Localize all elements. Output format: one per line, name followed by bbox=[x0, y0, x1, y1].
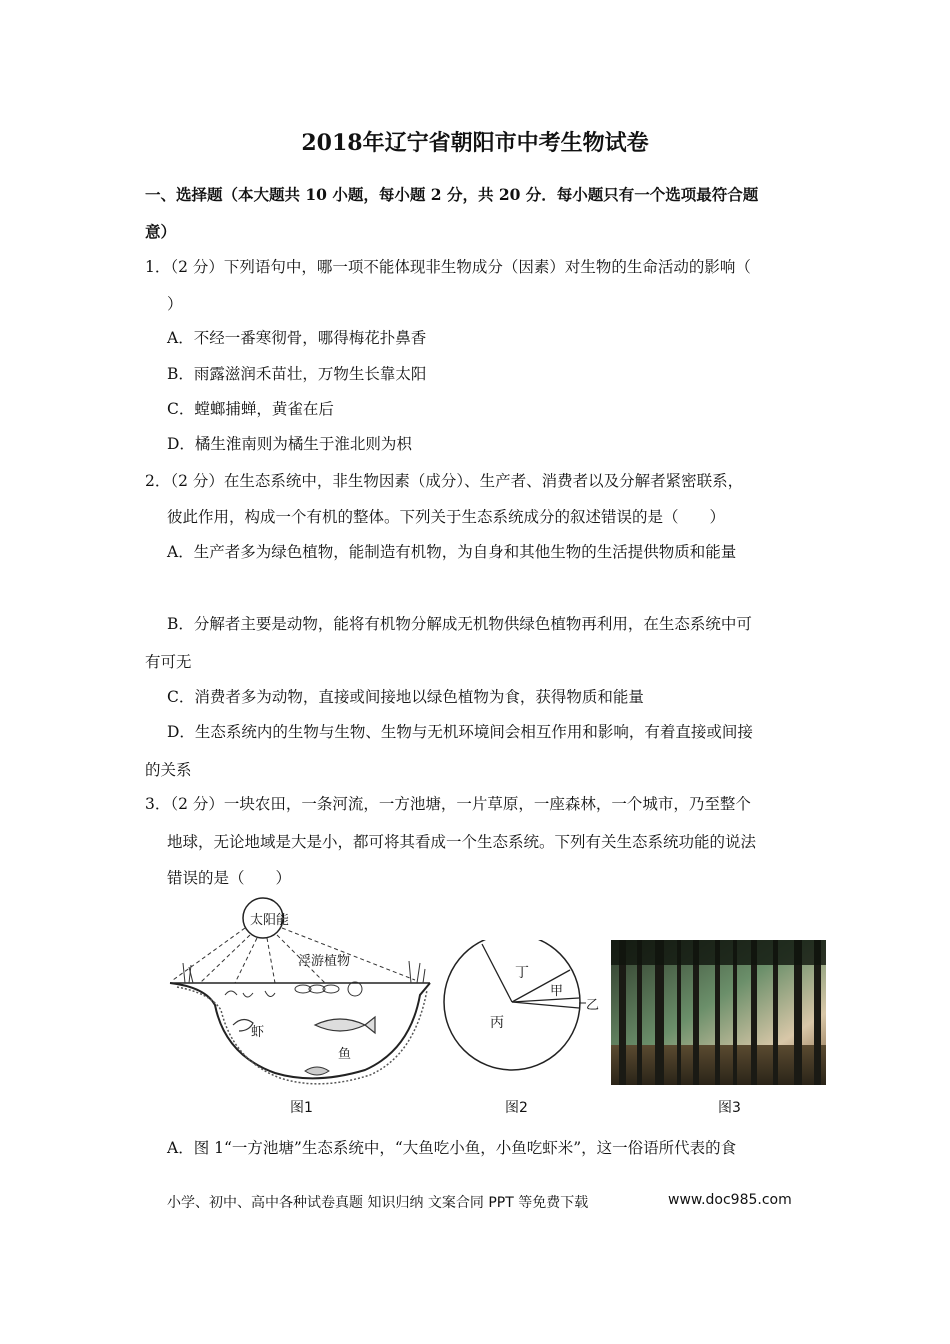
q2-option-b: B．分解者主要是动物，能将有机物分解成无机物供绿色植物再利用，在生态系统中可 bbox=[167, 615, 752, 633]
fish-label: 鱼 bbox=[338, 1047, 352, 1062]
q1-option-a: A．不经一番寒彻骨，哪得梅花扑鼻香 bbox=[167, 329, 427, 347]
q1-option-b: B．雨露滋润禾苗壮，万物生长靠太阳 bbox=[167, 365, 427, 383]
figure-1-pond bbox=[165, 895, 440, 1095]
footer-link[interactable]: www.doc985.com bbox=[668, 1192, 792, 1208]
pie-label-ding: 丁 bbox=[515, 965, 529, 981]
q2-option-c: C．消费者多为动物，直接或间接地以绿色植物为食，获得物质和能量 bbox=[167, 688, 644, 706]
figure-2-pie bbox=[440, 940, 605, 1090]
page-title: 2018年辽宁省朝阳市中考生物试卷 bbox=[301, 130, 649, 156]
figure-3-forest-photo bbox=[611, 940, 826, 1085]
pie-label-yi: 乙 bbox=[586, 998, 600, 1013]
q2-option-a: A．生产者多为绿色植物，能制造有机物，为自身和其他生物的生活提供物质和能量 bbox=[167, 543, 737, 561]
footer-text: 小学、初中、高中各种试卷真题 知识归纳 文案合同 PPT 等免费下载 bbox=[167, 1195, 589, 1211]
q1-stem: 1．（2 分）下列语句中，哪一项不能体现非生物成分（因素）对生物的生命活动的影响（ bbox=[145, 258, 751, 276]
figure-1-caption: 图1 bbox=[290, 1100, 313, 1116]
figure-3-caption: 图3 bbox=[718, 1100, 741, 1116]
q1-option-c: C．螳螂捕蝉，黄雀在后 bbox=[167, 400, 334, 418]
plankton-label: 浮游植物 bbox=[298, 954, 351, 969]
figure-2-caption: 图2 bbox=[505, 1100, 528, 1116]
q3-stem-cont: 地球，无论地域是大是小，都可将其看成一个生态系统。下列有关生态系统功能的说法 bbox=[167, 833, 757, 851]
q3-stem: 3．（2 分）一块农田，一条河流，一方池塘，一片草原，一座森林，一个城市，乃至整个 bbox=[145, 795, 751, 813]
q1-stem-cont: ） bbox=[167, 295, 183, 313]
q2-stem: 2．（2 分）在生态系统中，非生物因素（成分）、生产者、消费者以及分解者紧密联系， bbox=[145, 472, 744, 490]
q2-stem-cont: 彼此作用，构成一个有机的整体。下列关于生态系统成分的叙述错误的是（ ） bbox=[167, 508, 726, 526]
pie-label-bing: 丙 bbox=[490, 1015, 504, 1031]
section-heading-cont: 意） bbox=[145, 222, 177, 241]
q3-option-a: A．图 1“一方池塘”生态系统中，“大鱼吃小鱼，小鱼吃虾米”，这一俗语所代表的食 bbox=[167, 1139, 737, 1157]
sun-label: 太阳能 bbox=[250, 913, 290, 928]
q3-stem-cont2: 错误的是（ ） bbox=[167, 869, 292, 887]
pie-label-jia: 甲 bbox=[550, 984, 564, 999]
q2-option-b-cont: 有可无 bbox=[145, 653, 192, 671]
q2-option-d-cont: 的关系 bbox=[145, 761, 192, 779]
q2-option-d: D．生态系统内的生物与生物、生物与无机环境间会相互作用和影响，有着直接或间接 bbox=[167, 723, 753, 741]
section-heading: 一、选择题（本大题共 10 小题，每小题 2 分，共 20 分．每小题只有一个选项最符合题 bbox=[145, 185, 759, 204]
q1-option-d: D．橘生淮南则为橘生于淮北则为枳 bbox=[167, 435, 412, 453]
shrimp-label: 虾 bbox=[251, 1025, 265, 1040]
